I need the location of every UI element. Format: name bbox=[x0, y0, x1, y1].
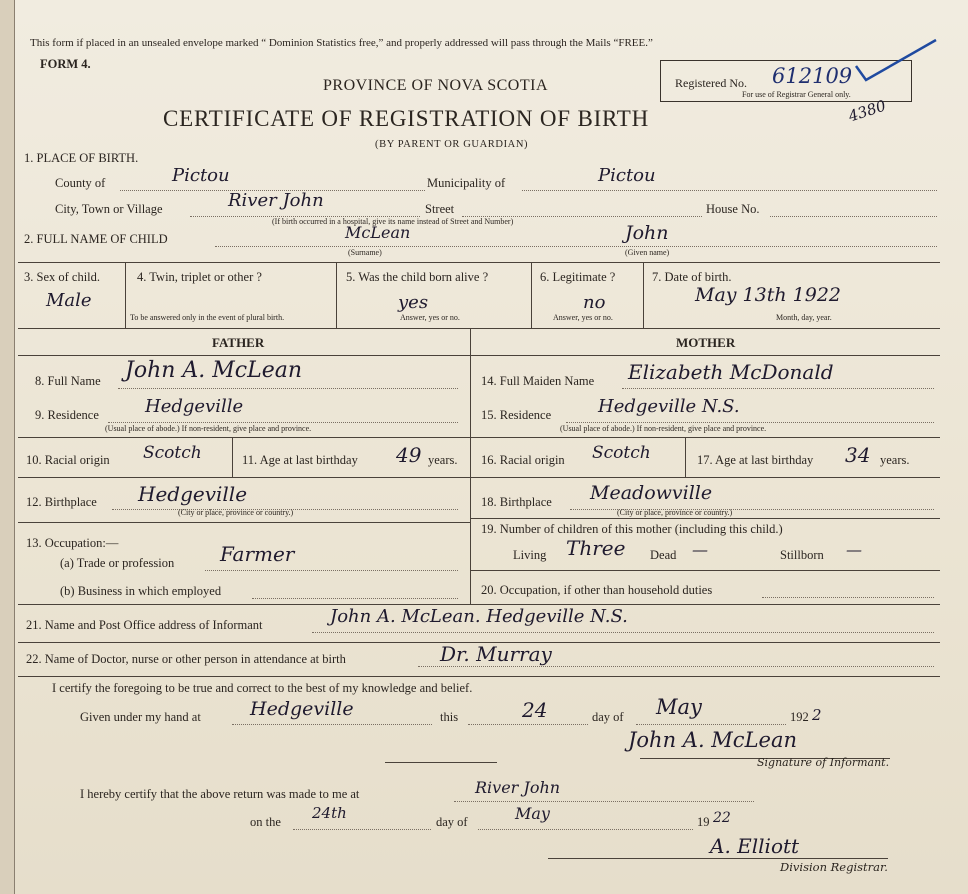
mother-birthplace-value: Meadowville bbox=[590, 482, 713, 504]
legitimate-value: no bbox=[583, 292, 606, 313]
mail-notice: This form if placed in an unsealed envelope marked “ Dominion Statistics free,” and properly addressed will pass through the Mails “FREE.” bbox=[30, 37, 653, 49]
registration-month-value: May bbox=[515, 804, 550, 823]
surname-caption: (Surname) bbox=[348, 248, 382, 257]
child-name-label: 2. FULL NAME OF CHILD bbox=[24, 232, 168, 246]
this-label: this bbox=[440, 710, 459, 724]
legitimate-note: Answer, yes or no. bbox=[553, 313, 613, 322]
informant-signature: John A. McLean bbox=[628, 728, 797, 752]
blue-check-icon bbox=[852, 36, 942, 86]
stillborn-label: Stillborn bbox=[780, 548, 824, 562]
registration-year-suffix: 22 bbox=[713, 810, 731, 826]
birth-date-value: May 13th 1922 bbox=[695, 284, 841, 306]
sex-value: Male bbox=[46, 290, 92, 311]
registrar-signature: A. Elliott bbox=[710, 834, 800, 858]
municipality-value: Pictou bbox=[598, 165, 656, 186]
living-value: Three bbox=[566, 536, 626, 560]
hospital-note: (If birth occurred in a hospital, give its name instead of Street and Number) bbox=[272, 217, 514, 226]
father-birthplace-value: Hedgeville bbox=[138, 482, 248, 506]
registration-year-prefix: 19 bbox=[697, 815, 710, 829]
year-prefix: 192 bbox=[790, 710, 809, 724]
mother-residence-note: (Usual place of abode.) If non-resident, give place and province. bbox=[560, 424, 767, 433]
document-subtitle: (BY PARENT OR GUARDIAN) bbox=[375, 139, 529, 150]
document-title: CERTIFICATE OF REGISTRATION OF BIRTH bbox=[163, 106, 650, 131]
child-surname: McLean bbox=[345, 223, 411, 242]
mother-name-label: 14. Full Maiden Name bbox=[481, 374, 595, 388]
mother-birthplace-note: (City or place, province or country.) bbox=[617, 508, 733, 517]
mother-age-unit: years. bbox=[880, 453, 910, 467]
certify-statement: I certify the foregoing to be true and correct to the best of my knowledge and belief. bbox=[52, 681, 473, 695]
municipality-label: Municipality of bbox=[427, 176, 506, 190]
twin-note: To be answered only in the event of plural birth. bbox=[130, 313, 285, 322]
dead-value: — bbox=[692, 540, 708, 559]
mother-racial-value: Scotch bbox=[592, 443, 651, 463]
sex-label: 3. Sex of child. bbox=[24, 270, 101, 284]
registration-day-value: 24th bbox=[312, 804, 347, 822]
father-age-label: 11. Age at last birthday bbox=[242, 453, 358, 467]
given-label: Given under my hand at bbox=[80, 710, 201, 724]
father-business-label: (b) Business in which employed bbox=[60, 584, 222, 598]
mother-name-value: Elizabeth McDonald bbox=[628, 360, 834, 384]
born-alive-note: Answer, yes or no. bbox=[400, 313, 460, 322]
registered-label: Registered No. bbox=[675, 76, 747, 90]
father-trade-label: (a) Trade or profession bbox=[60, 556, 175, 570]
child-given-name: John bbox=[625, 222, 669, 244]
father-racial-label: 10. Racial origin bbox=[26, 453, 110, 467]
street-label: Street bbox=[425, 202, 455, 216]
registered-number: 612109 bbox=[772, 64, 853, 88]
father-racial-value: Scotch bbox=[143, 443, 202, 463]
signature-caption: Signature of Informant. bbox=[757, 756, 890, 769]
born-alive-value: yes bbox=[398, 292, 429, 313]
on-the-label: on the bbox=[250, 815, 281, 829]
county-label: County of bbox=[55, 176, 106, 190]
binding-strip bbox=[0, 0, 15, 894]
father-residence-note: (Usual place of abode.) If non-resident, give place and province. bbox=[105, 424, 312, 433]
mother-racial-label: 16. Racial origin bbox=[481, 453, 565, 467]
registration-day-of-label: day of bbox=[436, 815, 468, 829]
given-place-value: Hedgeville bbox=[250, 698, 354, 720]
stillborn-value: — bbox=[846, 540, 862, 559]
this-day-value: 24 bbox=[522, 698, 548, 722]
mother-age-label: 17. Age at last birthday bbox=[697, 453, 814, 467]
place-of-birth-heading: 1. PLACE OF BIRTH. bbox=[24, 151, 139, 165]
mother-residence-value: Hedgeville N.S. bbox=[598, 396, 740, 417]
father-heading: FATHER bbox=[212, 335, 265, 350]
return-label: I hereby certify that the above return was made to me at bbox=[80, 787, 360, 801]
rule-top-details bbox=[18, 262, 940, 263]
corner-mark: 4380 bbox=[846, 96, 889, 126]
house-number-label: House No. bbox=[706, 202, 760, 216]
mother-age-value: 34 bbox=[845, 443, 871, 467]
mother-heading: MOTHER bbox=[676, 335, 736, 350]
given-caption: (Given name) bbox=[625, 248, 670, 257]
mother-children-label: 19. Number of children of this mother (including this child.) bbox=[481, 522, 783, 536]
father-name-value: John A. McLean bbox=[125, 358, 303, 383]
father-trade-value: Farmer bbox=[220, 542, 295, 566]
father-age-unit: years. bbox=[428, 453, 458, 467]
dead-label: Dead bbox=[650, 548, 677, 562]
informant-label: 21. Name and Post Office address of Informant bbox=[26, 618, 263, 632]
father-residence-label: 9. Residence bbox=[35, 408, 99, 422]
father-birthplace-note: (City or place, province or country.) bbox=[178, 508, 294, 517]
city-value: River John bbox=[228, 190, 324, 211]
form-number: FORM 4. bbox=[40, 57, 91, 71]
province-heading: PROVINCE OF NOVA SCOTIA bbox=[323, 77, 549, 94]
mother-occupation-label: 20. Occupation, if other than household duties bbox=[481, 583, 713, 597]
registrar-caption: Division Registrar. bbox=[780, 860, 888, 874]
father-occupation-label: 13. Occupation:— bbox=[26, 536, 119, 550]
father-birthplace-label: 12. Birthplace bbox=[26, 495, 97, 509]
year-suffix: 2 bbox=[812, 706, 822, 724]
father-name-label: 8. Full Name bbox=[35, 374, 101, 388]
father-residence-value: Hedgeville bbox=[145, 396, 244, 417]
registrar-note: For use of Registrar General only. bbox=[742, 90, 851, 99]
day-of-label: day of bbox=[592, 710, 624, 724]
county-value: Pictou bbox=[172, 165, 230, 186]
living-label: Living bbox=[513, 548, 547, 562]
return-place-value: River John bbox=[475, 778, 561, 797]
month-value: May bbox=[656, 695, 702, 719]
city-label: City, Town or Village bbox=[55, 202, 163, 216]
twin-label: 4. Twin, triplet or other ? bbox=[137, 270, 262, 284]
legitimate-label: 6. Legitimate ? bbox=[540, 270, 616, 284]
mother-birthplace-label: 18. Birthplace bbox=[481, 495, 552, 509]
doctor-label: 22. Name of Doctor, nurse or other person in attendance at birth bbox=[26, 652, 346, 666]
doctor-value: Dr. Murray bbox=[440, 642, 552, 666]
birth-date-label: 7. Date of birth. bbox=[652, 270, 732, 284]
mother-residence-label: 15. Residence bbox=[481, 408, 552, 422]
informant-value: John A. McLean. Hedgeville N.S. bbox=[330, 606, 628, 627]
born-alive-label: 5. Was the child born alive ? bbox=[346, 270, 489, 284]
father-age-value: 49 bbox=[396, 443, 422, 467]
birth-date-note: Month, day, year. bbox=[776, 313, 832, 322]
